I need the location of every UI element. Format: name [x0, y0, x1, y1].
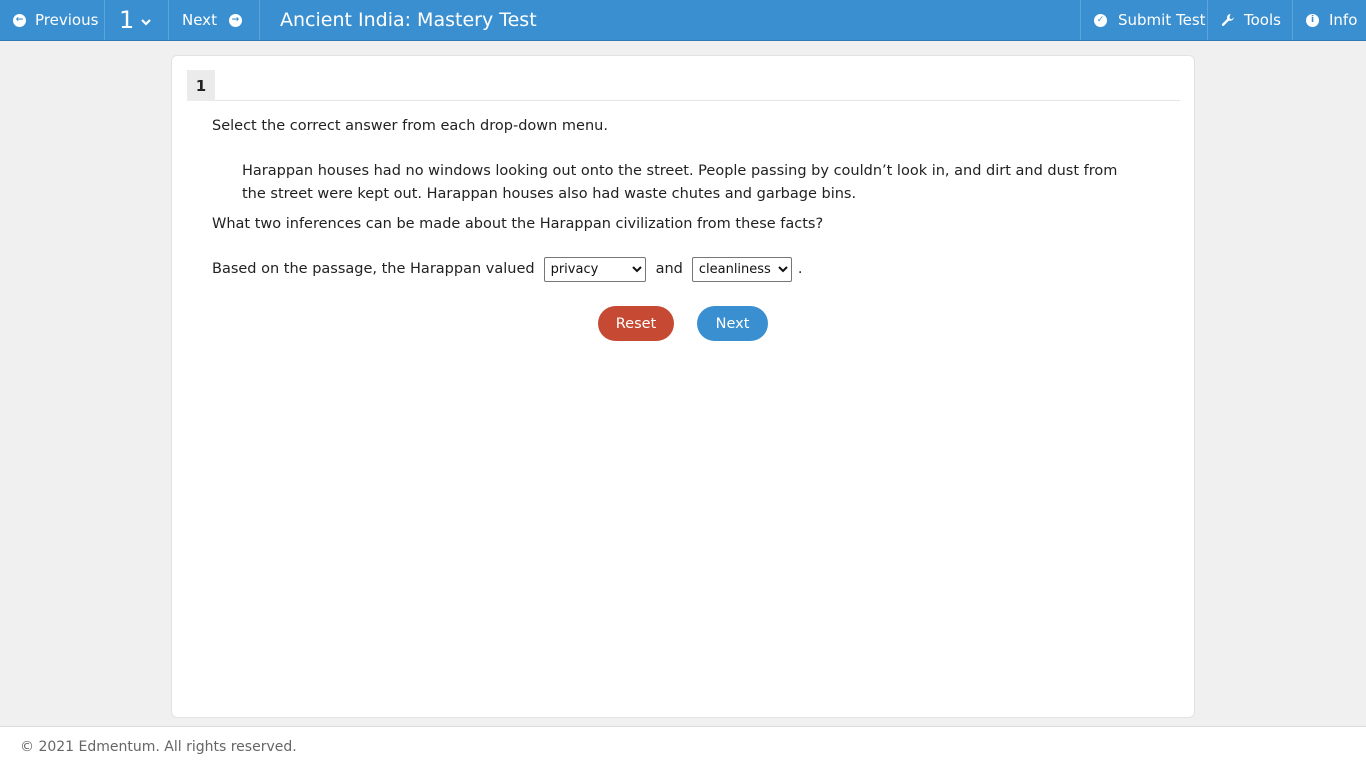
sentence-end: .: [797, 261, 803, 277]
toolbar-right-group: [1080, 0, 1366, 40]
answer-dropdown-2[interactable]: [692, 257, 792, 282]
tools-button[interactable]: [1207, 0, 1292, 40]
arrow-left-circle-icon: ←: [13, 14, 26, 27]
previous-button[interactable]: [0, 0, 105, 40]
test-title: Ancient India: Mastery Test: [280, 9, 537, 31]
info-label: Info: [1329, 11, 1358, 29]
question-number-dropdown[interactable]: [105, 0, 169, 40]
submit-test-button[interactable]: [1080, 0, 1207, 40]
info-circle-icon: i: [1306, 14, 1319, 27]
passage-text: Harappan houses had no windows looking out onto the street. People passing by couldn’t look in, and dirt and dust from the street were kept out. Harappan houses also had waste chutes and garbage bins.: [242, 163, 1118, 202]
copyright-text: © 2021 Edmentum. All rights reserved.: [20, 739, 297, 755]
answer-sentence: [212, 256, 802, 282]
sentence-conjunction: and: [655, 261, 683, 277]
question-tab-number: 1: [187, 70, 215, 101]
instruction-text: Select the correct answer from each drop-down menu.: [212, 118, 608, 134]
submit-label: Submit Test: [1118, 11, 1206, 29]
previous-label: Previous: [35, 11, 99, 29]
chevron-down-icon: [140, 16, 152, 28]
footer: [0, 726, 1366, 768]
wrench-icon: [1221, 13, 1235, 27]
next-question-button[interactable]: Next: [697, 306, 768, 341]
question-number: 1: [119, 6, 135, 34]
question-tab-row: [187, 70, 1180, 101]
sentence-start: Based on the passage, the Harappan valued: [212, 261, 535, 277]
question-card: [171, 55, 1195, 718]
info-button[interactable]: [1292, 0, 1366, 40]
next-button[interactable]: [169, 0, 260, 40]
check-circle-icon: ✓: [1094, 14, 1107, 27]
next-label: Next: [182, 11, 217, 29]
reset-button[interactable]: Reset: [598, 306, 674, 341]
question-prompt: What two inferences can be made about the Harappan civilization from these facts?: [212, 216, 824, 232]
arrow-right-circle-icon: →: [229, 14, 242, 27]
top-toolbar: [0, 0, 1366, 41]
answer-dropdown-1[interactable]: [544, 257, 646, 282]
tools-label: Tools: [1244, 11, 1281, 29]
